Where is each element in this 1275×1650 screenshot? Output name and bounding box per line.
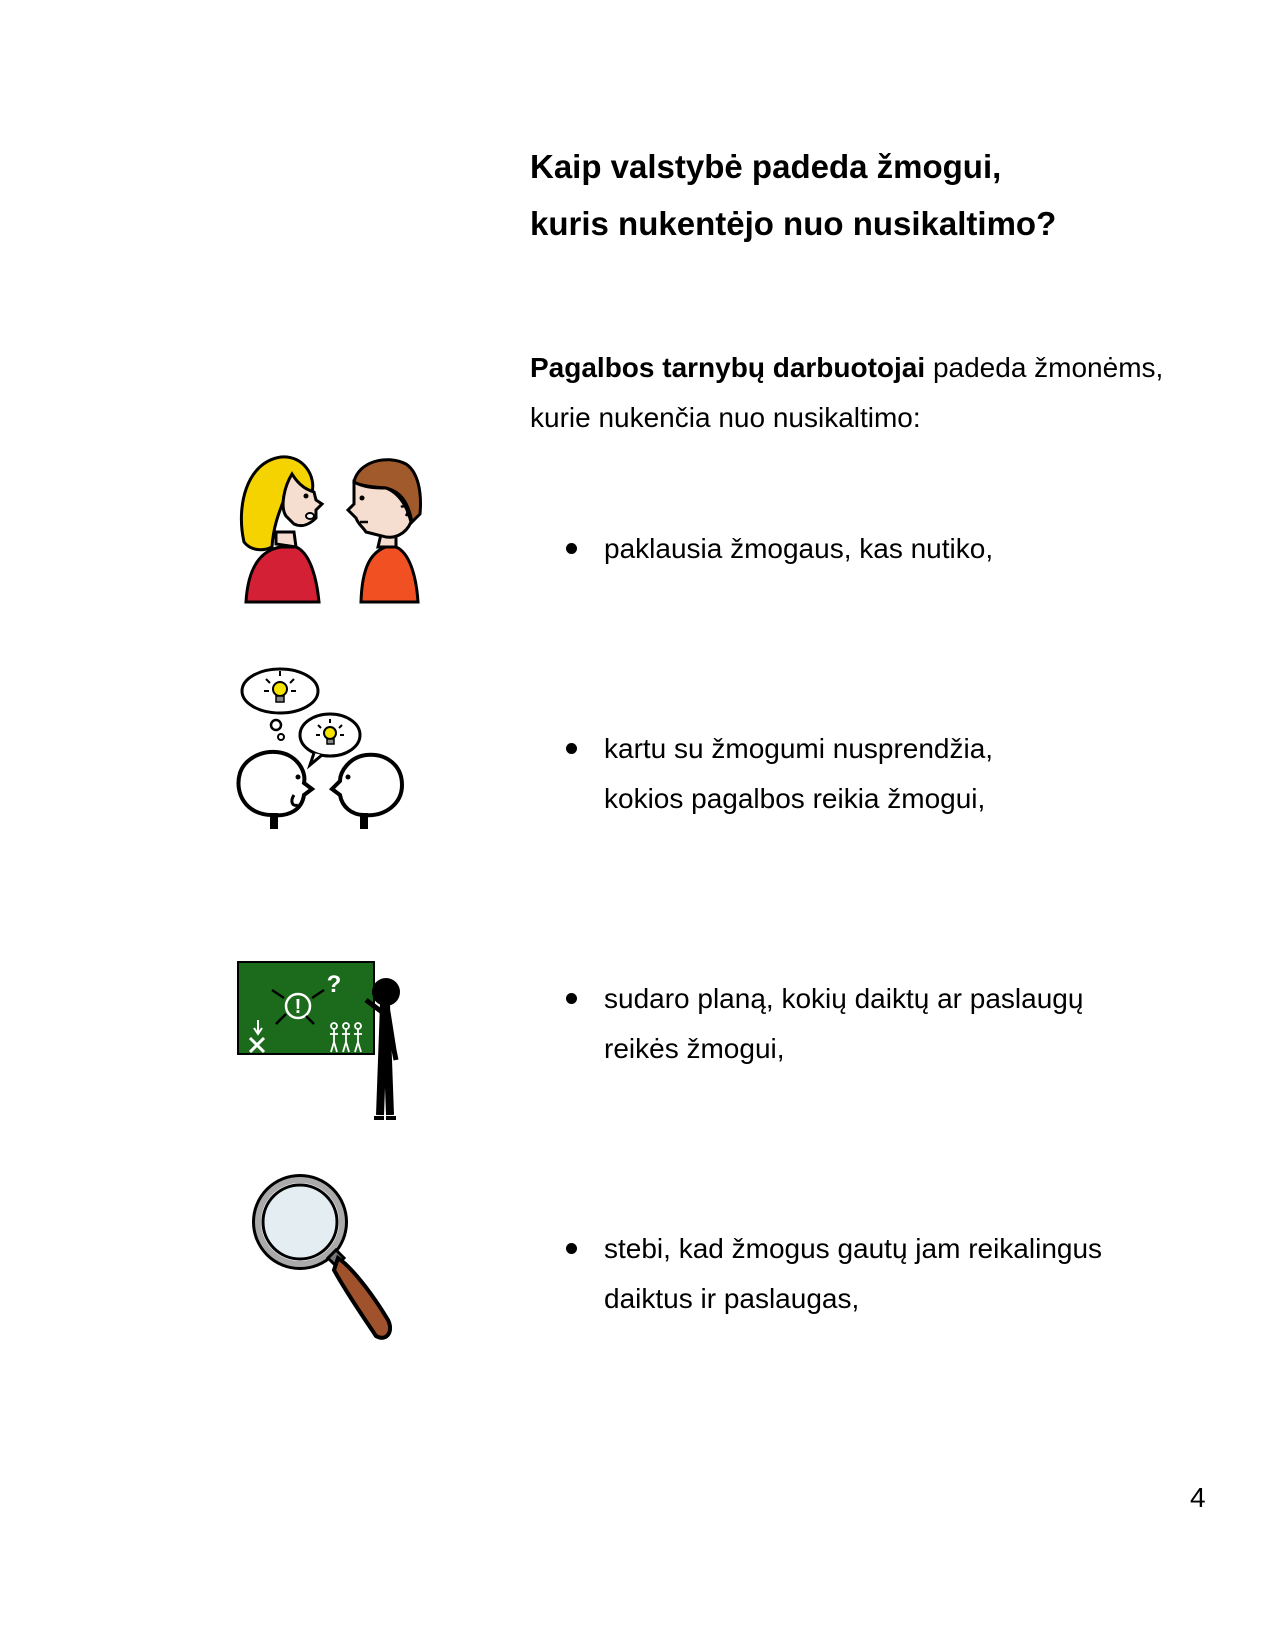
planning-board-icon (236, 960, 416, 1125)
intro-line-1 (530, 343, 1230, 393)
list-item (604, 1224, 1224, 1324)
people-sharing-ideas-icon (236, 665, 416, 835)
list-item (604, 524, 1224, 574)
bullet-icon (566, 543, 577, 554)
title-line-2: kuris nukentėjo nuo nusikaltimo? (530, 205, 1057, 242)
list-item-line: sudaro planą, kokių daiktų ar paslaugų (604, 983, 1084, 1014)
page-title (530, 138, 1210, 252)
page-number: 4 (1190, 1482, 1206, 1513)
list-item (604, 724, 1224, 824)
title-line-1: Kaip valstybė padeda žmogui, (530, 148, 1002, 185)
list-item-line: kokios pagalbos reikia žmogui, (604, 783, 986, 814)
two-people-talking-icon (236, 452, 436, 612)
intro-paragraph (530, 343, 1230, 443)
bullet-icon (566, 743, 577, 754)
intro-line-2: kurie nukenčia nuo nusikaltimo: (530, 402, 921, 433)
svg-text:?: ? (326, 971, 342, 998)
intro-bold-term: Pagalbos tarnybų darbuotojai (530, 352, 926, 383)
svg-text:!: ! (294, 996, 302, 1018)
bullet-icon (566, 1243, 577, 1254)
list-item-line: daiktus ir paslaugas, (604, 1283, 860, 1314)
list-item (604, 974, 1224, 1074)
bullet-icon (566, 993, 577, 1004)
list-item-line: kartu su žmogumi nusprendžia, (604, 733, 994, 764)
list-item-line: reikės žmogui, (604, 1033, 785, 1064)
intro-line-1-rest: padeda žmonėms, (925, 352, 1164, 383)
list-item-line: stebi, kad žmogus gautų jam reikalingus (604, 1233, 1103, 1264)
magnifying-glass-icon (250, 1170, 405, 1350)
list-item-line: paklausia žmogaus, kas nutiko, (604, 533, 994, 564)
